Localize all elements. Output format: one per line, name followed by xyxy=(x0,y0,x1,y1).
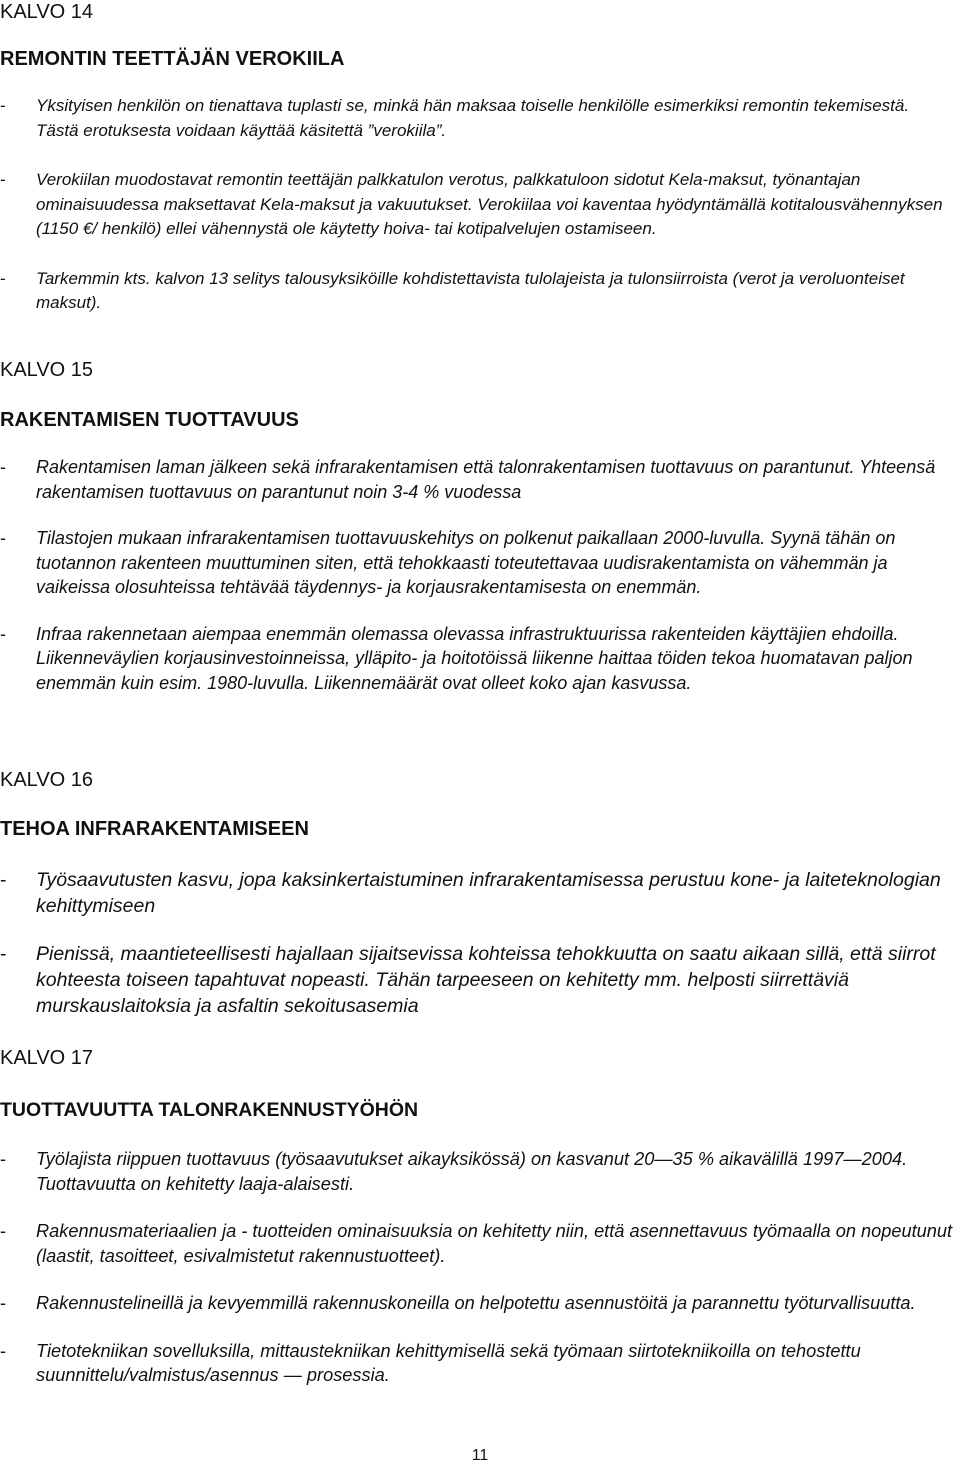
list-item-text: Yksityisen henkilön on tienattava tuplasti se, minkä hän maksaa toiselle henkilölle esimerkiksi remontin tekemisestä. Tästä erotuksesta voidaan käyttää käsitettä ”verokiila”. xyxy=(36,96,910,140)
section-kalvo-17 xyxy=(0,1046,955,1385)
list-item-text: Tarkemmin kts. kalvon 13 selitys talousyksiköille kohdistettavista tulolajeista ja tulonsiirroista (verot ja veroluonteiset maksut). xyxy=(36,268,905,312)
list-item-text: Työlajista riippuen tuottavuus (työsaavutukset aikayksikössä) on kasvanut 20—35 % aikavälillä 1997—2004. Tuottavuutta on kehitetty laaja-alaisesti. xyxy=(36,1149,908,1194)
section-kalvo-16 xyxy=(0,768,955,1017)
list-item xyxy=(0,168,955,242)
list-item-text: Rakennustelineillä ja kevyemmillä rakennuskoneilla on helpotettu asennustöitä ja parannettu työturvallisuutta. xyxy=(36,1293,916,1313)
dash-bullet: - xyxy=(0,869,7,891)
list-item-text: Rakennusmateriaalien ja - tuotteiden ominaisuuksia on kehitetty niin, että asennettavuus työmaalla on nopeutunut (laastit, tasoitteet, esivalmistetut rakennustuotteet). xyxy=(36,1221,953,1266)
list-item xyxy=(0,1219,955,1268)
list-item-text: Infraa rakennetaan aiempaa enemmän olemassa olevassa infrastruktuurissa rakenteiden käyttäjien ehdoilla. Liikenneväylien korjausinvestoinneissa, ylläpito- ja hoitotöissä liikenne haittaa töiden tekoa huomatavan paljon enemmän kuin esim. 1980-luvulla. Liikennemäärät ovat olleet koko ajan kasvussa. xyxy=(36,623,913,693)
slide-label: KALVO 14 xyxy=(0,1,94,23)
list-item xyxy=(0,455,955,504)
list-item-text: Työsaavutusten kasvu, jopa kaksinkertaistuminen infrarakentamisessa perustuu kone- ja laiteteknologian kehittymiseen xyxy=(36,869,941,917)
slide-label: KALVO 16 xyxy=(0,769,94,791)
slide-label: KALVO 15 xyxy=(0,359,94,381)
slide-label: KALVO 17 xyxy=(0,1047,94,1069)
bullet-list xyxy=(0,867,955,1019)
list-item xyxy=(0,622,955,696)
dash-bullet: - xyxy=(0,623,6,644)
dash-bullet: - xyxy=(0,96,6,115)
list-item-text: Rakentamisen laman jälkeen sekä infrarakentamisen että talonrakentamisen tuottavuus on parantunut. Yhteensä rakentamisen tuottavuus on parantunut noin 3-4 % vuodessa xyxy=(36,457,936,502)
bullet-list xyxy=(0,455,955,695)
list-item-text: Tietotekniikan sovelluksilla, mittaustekniikan kehittymisellä sekä työmaan siirtotekniikoilla on tehostettu suunnittelu/valmistus/asennus — prosessia. xyxy=(36,1340,861,1385)
dash-bullet: - xyxy=(0,457,6,477)
list-item-text: Tilastojen mukaan infrarakentamisen tuottavuuskehitys on polkenut paikallaan 2000-luvulla. Syynä tähän on tuotannon rakenteen muuttuminen siten, että tehokkaasti toteutettavaa uudisrakentamista on vähemmän ja vaikeissa olosuhteissa tehtävää täydennys- ja korjausrakentamisesta on enemmän. xyxy=(36,528,896,597)
dash-bullet: - xyxy=(0,268,6,288)
dash-bullet: - xyxy=(0,1340,7,1361)
section-kalvo-15 xyxy=(0,358,955,693)
page-number: 11 xyxy=(471,1447,489,1464)
section-heading: TUOTTAVUUTTA TALONRAKENNUSTYÖHÖN xyxy=(0,1099,419,1121)
dash-bullet: - xyxy=(0,1221,7,1241)
list-item xyxy=(0,941,955,1019)
dash-bullet: - xyxy=(0,1149,7,1169)
list-item xyxy=(0,867,955,919)
section-heading: TEHOA INFRARAKENTAMISEEN xyxy=(0,818,309,840)
list-item xyxy=(0,1147,955,1196)
list-item xyxy=(0,267,955,316)
list-item-text: Verokiilan muodostavat remontin teettäjän palkkatulon verotus, palkkatuloon sidotut Kela-maksut, työnantajan ominaisuudessa maksettavat Kela-maksut ja vakuutukset. Verokiilaa voi kaventaa hyödyntämällä kotitalousvähennyksen (1150 €/ henkilö) ellei vähennystä ole käytetty hoiva- tai kotipalvelujen ostamiseen. xyxy=(36,170,943,238)
bullet-list xyxy=(0,1147,955,1388)
list-item-text: Pienissä, maantieteellisesti hajallaan sijaitsevissa kohteissa tehokkuutta on saatu aikaan sillä, että siirrot kohteesta toiseen tapahtuvat nopeasti. Tähän tarpeeseen on kehitetty mm. helposti siirrettäviä murskauslaitoksia ja asfaltin sekoitusasemia xyxy=(36,943,936,1017)
section-heading: RAKENTAMISEN TUOTTAVUUS xyxy=(0,409,299,431)
list-item xyxy=(0,1339,955,1388)
list-item xyxy=(0,94,955,143)
bullet-list xyxy=(0,94,955,316)
list-item xyxy=(0,1291,955,1316)
dash-bullet: - xyxy=(0,1293,7,1313)
section-heading: REMONTIN TEETTÄJÄN VEROKIILA xyxy=(0,48,345,70)
dash-bullet: - xyxy=(0,943,7,965)
list-item xyxy=(0,526,955,600)
section-kalvo-14 xyxy=(0,0,955,312)
dash-bullet: - xyxy=(0,170,6,189)
dash-bullet: - xyxy=(0,528,6,548)
